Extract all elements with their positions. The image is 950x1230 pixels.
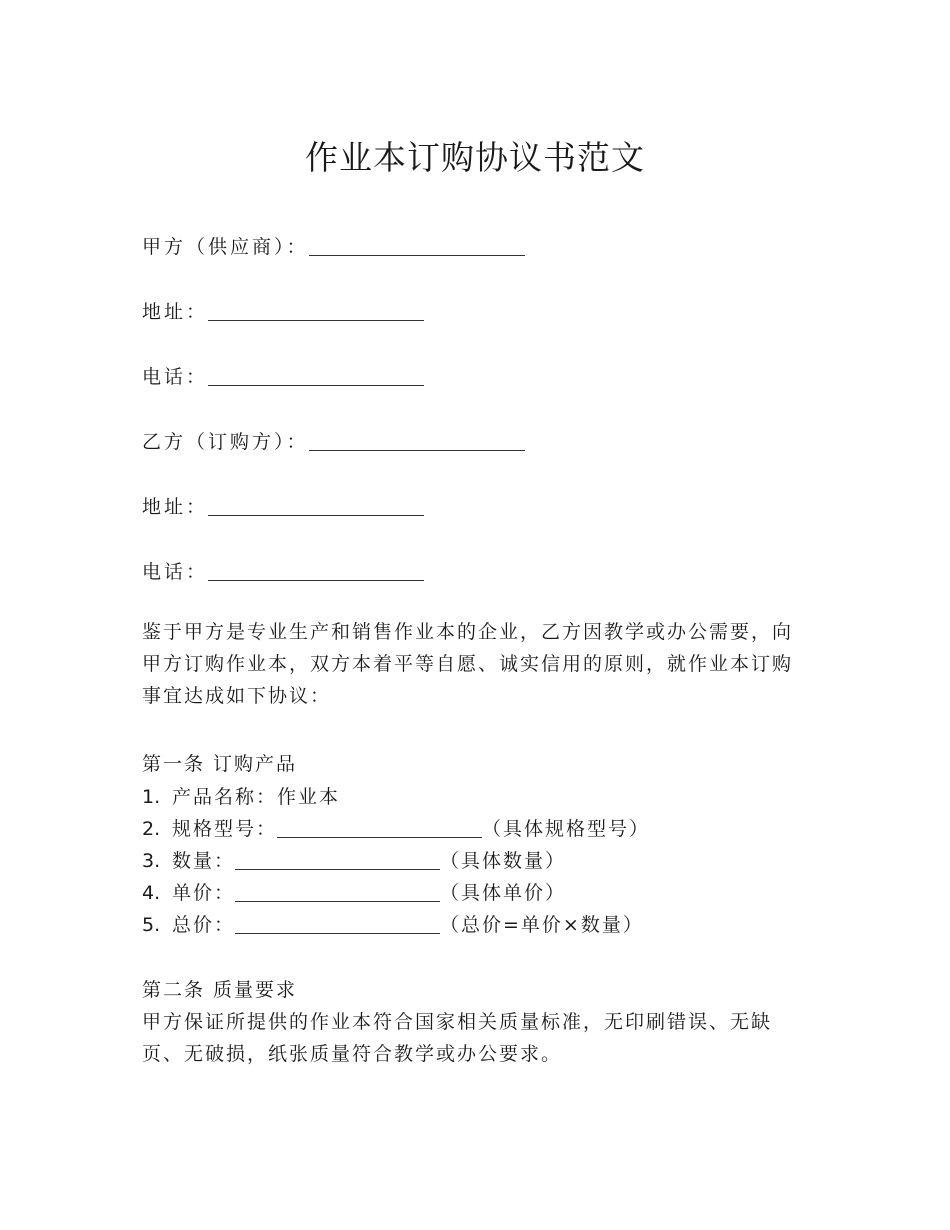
item-label: 规格型号： <box>172 818 278 840</box>
item-number: 4. <box>142 882 161 904</box>
total-price-field[interactable] <box>235 913 440 934</box>
party-b-address-field[interactable] <box>208 495 424 516</box>
party-b-address-label: 地址： <box>142 496 209 518</box>
party-b-phone-field[interactable] <box>208 560 424 581</box>
preamble-paragraph: 鉴于甲方是专业生产和销售作业本的企业，乙方因教学或办公需要，向甲方订购作业本，双方本着平等自愿、诚实信用的原则，就作业本订购事宜达成如下协议： <box>142 621 794 707</box>
list-item <box>142 878 566 905</box>
party-a-phone-line <box>142 362 424 389</box>
item-number: 2. <box>142 818 161 840</box>
item-number: 1. <box>142 786 161 808</box>
item-note: （具体数量） <box>440 850 567 872</box>
document-title: 作业本订购协议书范文 <box>305 138 645 177</box>
unit-price-field[interactable] <box>235 881 440 902</box>
list-item <box>142 782 340 809</box>
party-a-address-field[interactable] <box>208 300 424 321</box>
party-a-address-line <box>142 297 424 324</box>
party-a-phone-field[interactable] <box>208 365 424 386</box>
party-b-name-field[interactable] <box>309 430 525 451</box>
article2-heading: 第二条 质量要求 <box>142 979 298 1001</box>
item-note: （具体单价） <box>440 882 567 904</box>
item-number: 3. <box>142 850 161 872</box>
spec-field[interactable] <box>277 817 482 838</box>
item-label: 数量： <box>172 850 236 872</box>
party-a-phone-label: 电话： <box>142 366 209 388</box>
party-a-label: 甲方（供应商）： <box>142 236 309 258</box>
list-item <box>142 910 644 937</box>
list-item <box>142 846 566 873</box>
quantity-field[interactable] <box>235 849 440 870</box>
item-number: 5. <box>142 914 161 936</box>
article1-heading: 第一条 订购产品 <box>142 753 298 775</box>
list-item <box>142 814 650 841</box>
party-b-address-line <box>142 492 424 519</box>
party-b-line <box>142 427 525 454</box>
item-label: 总价： <box>172 914 236 936</box>
party-a-name-field[interactable] <box>309 235 525 256</box>
party-a-address-label: 地址： <box>142 301 209 323</box>
party-b-phone-label: 电话： <box>142 561 209 583</box>
article2-body: 甲方保证所提供的作业本符合国家相关质量标准，无印刷错误、无缺页、无破损，纸张质量符合教学或办公要求。 <box>142 1011 773 1065</box>
party-b-label: 乙方（订购方）： <box>142 431 309 453</box>
item-note: （具体规格型号） <box>482 818 651 840</box>
party-a-line <box>142 232 525 259</box>
item-label: 产品名称：作业本 <box>172 786 341 808</box>
party-b-phone-line <box>142 557 424 584</box>
item-note: （总价=单价×数量） <box>440 914 644 936</box>
item-label: 单价： <box>172 882 236 904</box>
